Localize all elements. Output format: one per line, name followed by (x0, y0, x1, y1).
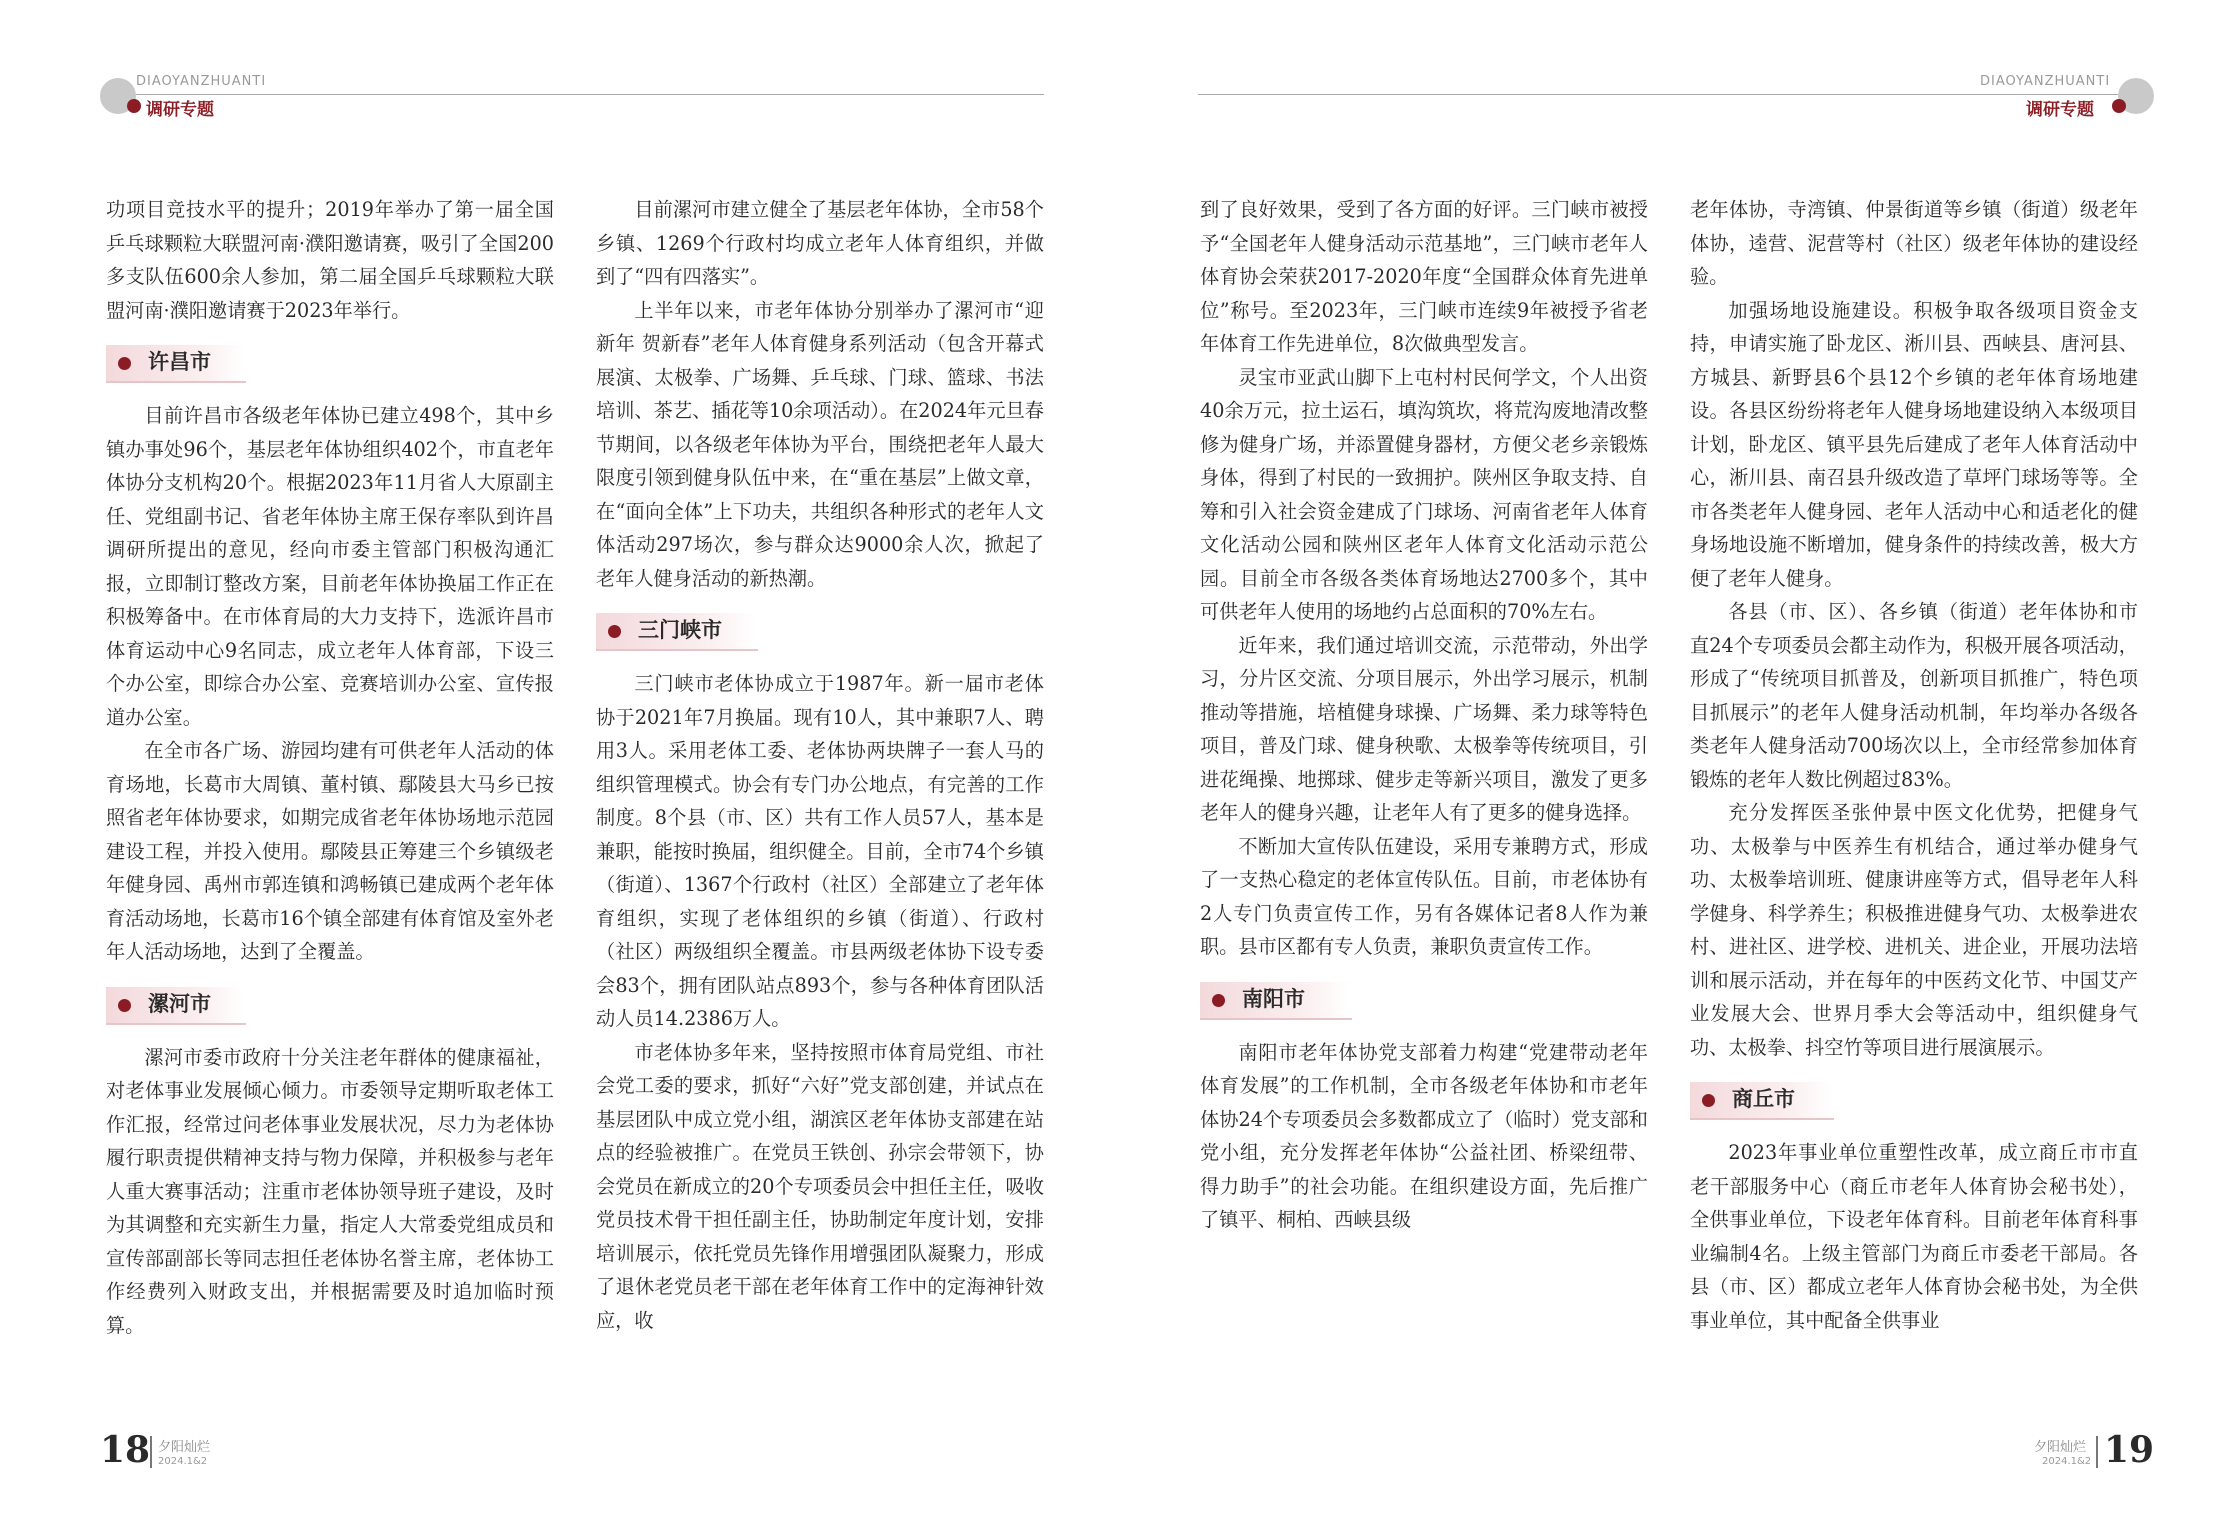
column-2 (596, 193, 1044, 1337)
heading-underline (1690, 1118, 1834, 1120)
heading-underline (106, 1023, 246, 1025)
header-dot (2112, 99, 2126, 113)
paragraph: 灵宝市亚武山脚下上屯村村民何学文，个人出资40余万元，拉土运石，填沟筑坎，将荒沟废地清改整修为健身广场，并添置健身器材，方便父老乡亲锻炼身体，得到了村民的一致拥护。陕州区争取支持、自筹和引入社会资金建成了门球场、河南省老年人体育文化活动公园和陕州区老年人体育文化活动示范公园。目前全市各级各类体育场地达2700多个，其中可供老年人使用的场地约占总面积的70%左右。 (1200, 365, 1648, 623)
column-1 (106, 193, 554, 1342)
paragraph: 各县（市、区）、各乡镇（街道）老年体协和市直24个专项委员会都主动作为，积极开展各项活动，形成了“传统项目抓普及，创新项目抓推广，特色项目抓展示”的老年人健身活动机制，年均举办各级各类老年人健身活动700场次以上，全市经常参加体育锻炼的老年人数比例超过83%。 (1690, 600, 2138, 791)
section-heading-luohe (106, 983, 554, 1033)
paragraph: 漯河市委市政府十分关注老年群体的健康福祉，对老体事业发展倾心倾力。市委领导定期听取老体工作汇报，经常过问老体事业发展状况，尽力为老体协履行职责提供精神支持与物力保障，并积极参与老年人重大赛事活动；注重市老体协领导班子建设，及时为其调整和充实新生力量，指定人大常委党组成员和宣传部副部长等同志担任老体协名誉主席，老体协工作经费列入财政支出，并根据需要及时追加临时预算。 (106, 1045, 554, 1337)
heading-bullet-icon (608, 625, 621, 638)
header-section-title: 调研专题 (146, 100, 214, 120)
paragraph: 功项目竞技水平的提升；2019年举办了第一届全国乒乓球颗粒大联盟河南·濮阳邀请赛，吸引了全国200多支队伍600余人参加，第二届全国乒乓球颗粒大联盟河南·濮阳邀请赛于2023年举行。 (106, 198, 554, 322)
footer-separator (2096, 1436, 2098, 1468)
header-rule (1198, 94, 2118, 95)
heading-bullet-icon (1702, 1094, 1715, 1107)
heading-title: 漯河市 (148, 991, 211, 1016)
paragraph: 市老体协多年来，坚持按照市体育局党组、市社会党工委的要求，抓好“六好”党支部创建，并试点在基层团队中成立党小组，湖滨区老年体协支部建在站点的经验被推广。在党员王铁创、孙宗会带领下，协会党员在新成立的20个专项委员会中担任主任，吸收党员技术骨干担任副主任，协助制定年度计划，安排培训展示，依托党员先锋作用增强团队凝聚力，形成了退休老党员老干部在老年体育工作中的定海神针效应，收 (596, 1040, 1044, 1332)
heading-title: 商丘市 (1732, 1087, 1795, 1111)
page-number: 18 (100, 1429, 151, 1471)
right-page (1118, 0, 2236, 1528)
header-pinyin: DIAOYANZHUANTI (136, 74, 267, 89)
heading-title: 三门峡市 (638, 618, 722, 642)
section-heading-sanmenxia (596, 609, 1044, 659)
page-number: 19 (2104, 1429, 2155, 1471)
paragraph: 不断加大宣传队伍建设，采用专兼聘方式，形成了一支热心稳定的老体宣传队伍。目前，市老体协有2人专门负责宣传工作，另有各媒体记者8人作为兼职。县市区都有专人负责，兼职负责宣传工作。 (1200, 834, 1648, 958)
paragraph: 充分发挥医圣张仲景中医文化优势，把健身气功、太极拳与中医养生有机结合，通过举办健身气功、太极拳培训班、健康讲座等方式，倡导老年人科学健身、科学养生；积极推进健身气功、太极拳进农村、进社区、进学校、进机关、进企业，开展功法培训和展示活动，并在每年的中医药文化节、中国艾产业发展大会、世界月季大会等活动中，组织健身气功、太极拳、抖空竹等项目进行展演展示。 (1690, 801, 2138, 1059)
footer-separator (150, 1436, 152, 1468)
heading-title: 许昌市 (148, 350, 211, 374)
header-pinyin: DIAOYANZHUANTI (1980, 74, 2111, 89)
section-heading-shangqiu (1690, 1078, 2138, 1128)
column-3 (1200, 193, 1648, 1237)
paragraph: 目前漯河市建立健全了基层老年体协，全市58个乡镇、1269个行政村均成立老年人体育组织，并做到了“四有四落实”。 (596, 198, 1044, 288)
heading-bullet-icon (118, 999, 131, 1012)
column-4 (1690, 193, 2138, 1337)
paragraph: 近年来，我们通过培训交流，示范带动，外出学习，分片区交流、分项目展示，外出学习展示，机制推动等措施，培植健身球操、广场舞、柔力球等特色项目，普及门球、健身秧歌、太极拳等传统项目，引进花绳操、地掷球、健步走等新兴项目，激发了更多老年人的健身兴趣，让老年人有了更多的健身选择。 (1200, 633, 1648, 824)
issue-date: 2024.1&2 (158, 1456, 208, 1467)
paragraph: 上半年以来，市老年体协分别举办了漯河市“迎新年 贺新春”老年人体育健身系列活动（包含开幕式展演、太极拳、广场舞、乒乓球、门球、篮球、书法培训、茶艺、插花等10余项活动）。在2024年元旦春节期间，以各级老年体协为平台，围绕把老年人最大限度引领到健身队伍中来，在“重在基层”上做文章，在“面向全体”上下功夫，共组织各种形式的老年人文体活动297场次，参与群众达9000余人次，掀起了老年人健身活动的新热潮。 (596, 298, 1044, 590)
issue-date: 2024.1&2 (2042, 1456, 2092, 1467)
heading-bullet-icon (118, 357, 131, 370)
paragraph: 2023年事业单位重塑性改革，成立商丘市市直老干部服务中心（商丘市老年人体育协会秘书处），全供事业单位，下设老年体育科。目前老年体育科事业编制4名。上级主管部门为商丘市委老干部局。各县（市、区）都成立老年人体育协会秘书处，为全供事业单位，其中配备全供事业 (1690, 1141, 2138, 1332)
heading-underline (106, 381, 246, 383)
heading-bullet-icon (1212, 994, 1225, 1007)
magazine-title: 夕阳灿烂 (2034, 1440, 2087, 1455)
paragraph: 到了良好效果，受到了各方面的好评。三门峡市被授予“全国老年人健身活动示范基地”，三门峡市老年人体育协会荣获2017-2020年度“全国群众体育先进单位”称号。至2023年，三门峡市连续9年被授予省老年体育工作先进单位，8次做典型发言。 (1200, 198, 1648, 355)
header-dot (127, 99, 141, 113)
paragraph: 在全市各广场、游园均建有可供老年人活动的体育场地，长葛市大周镇、董村镇、鄢陵县大马乡已按照省老年体协要求，如期完成省老年体协场地示范园建设工程，并投入使用。鄢陵县正筹建三个乡镇级老年健身园、禹州市郭连镇和鸿畅镇已建成两个老年体育活动场地，长葛市16个镇全部建有体育馆及室外老年人活动场地，达到了全覆盖。 (106, 739, 554, 963)
magazine-title: 夕阳灿烂 (158, 1440, 211, 1455)
paragraph: 老年体协，寺湾镇、仲景街道等乡镇（街道）级老年体协，逵营、泥营等村（社区）级老年体协的建设经验。 (1690, 198, 2138, 288)
paragraph: 南阳市老年体协党支部着力构建“党建带动老年体育发展”的工作机制，全市各级老年体协和市老年体协24个专项委员会多数都成立了（临时）党支部和党小组，充分发挥老年体协“公益社团、桥梁纽带、得力助手”的社会功能。在组织建设方面，先后推广了镇平、桐柏、西峡县级 (1200, 1040, 1648, 1231)
header-rule (136, 94, 1044, 95)
section-heading-xuchang (106, 341, 554, 391)
paragraph: 加强场地设施建设。积极争取各级项目资金支持，申请实施了卧龙区、淅川县、西峡县、唐河县、方城县、新野县6个县12个乡镇的老年体育场地建设。各县区纷纷将老年人健身场地建设纳入本级项目计划，卧龙区、镇平县先后建成了老年人体育活动中心，淅川县、南召县升级改造了草坪门球场等等。全市各类老年人健身园、老年人活动中心和适老化的健身场地设施不断增加，健身条件的持续改善，极大方便了老年人健身。 (1690, 298, 2138, 590)
paragraph: 三门峡市老体协成立于1987年。新一届市老体协于2021年7月换届。现有10人，其中兼职7人、聘用3人。采用老体工委、老体协两块牌子一套人马的组织管理模式。协会有专门办公地点，有完善的工作制度。8个县（市、区）共有工作人员57人，基本是兼职，能按时换届，组织健全。目前，全市74个乡镇（街道）、1367个行政村（社区）全部建立了老年体育组织，实现了老体组织的乡镇（街道）、行政村（社区）两级组织全覆盖。市县两级老体协下设专委会83个，拥有团队站点893个，参与各种体育团队活动人员14.2386万人。 (596, 672, 1044, 1030)
header-section-title: 调研专题 (2026, 100, 2094, 120)
heading-underline (1200, 1018, 1352, 1020)
paragraph: 目前许昌市各级老年体协已建立498个，其中乡镇办事处96个，基层老年体协组织402个，市直老年体协分支机构20个。根据2023年11月省人大原副主任、党组副书记、省老年体协主席王保存率队到许昌调研所提出的意见，经向市委主管部门积极沟通汇报，立即制订整改方案，目前老年体协换届工作正在积极筹备中。在市体育局的大力支持下，选派许昌市体育运动中心9名同志，成立老年人体育部，下设三个办公室，即综合办公室、竞赛培训办公室、宣传报道办公室。 (106, 404, 554, 729)
heading-underline (596, 649, 758, 651)
section-heading-nanyang (1200, 978, 1648, 1028)
heading-title: 南阳市 (1242, 986, 1305, 1011)
